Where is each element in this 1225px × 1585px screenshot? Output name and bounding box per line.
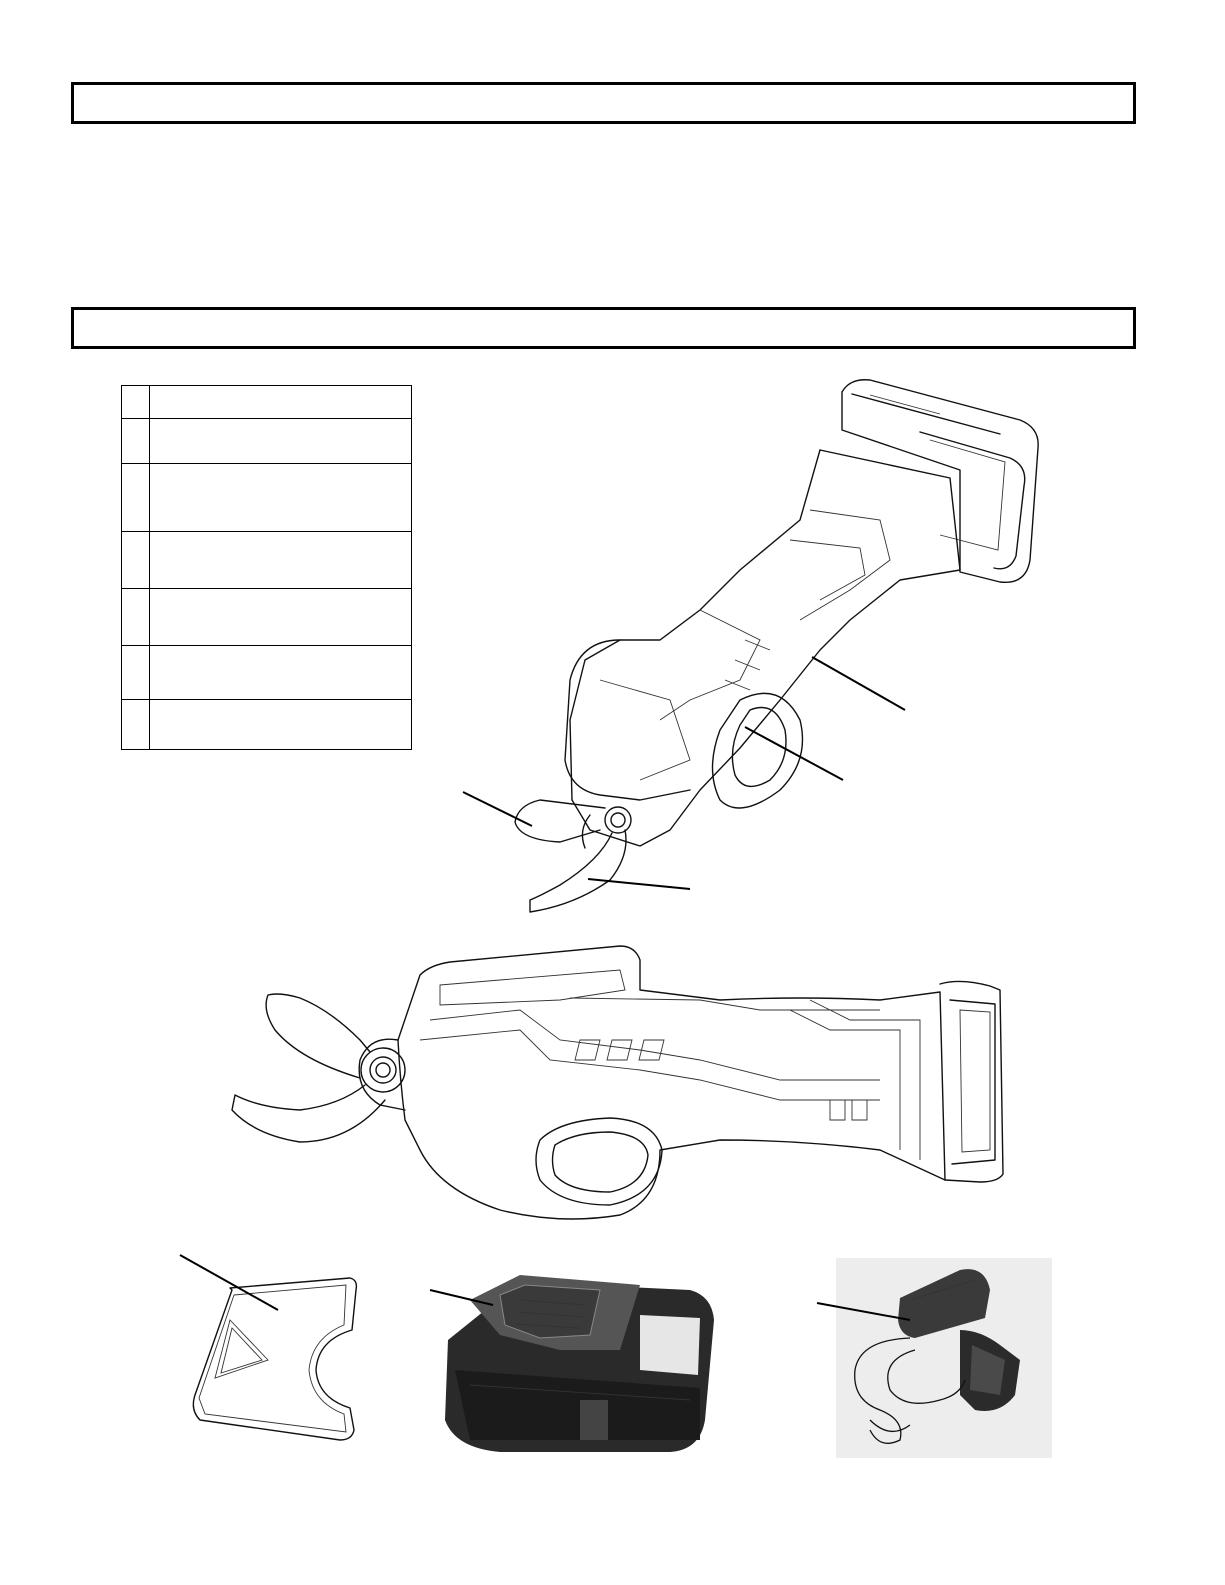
leader-line [812, 657, 905, 710]
battery-photo [445, 1275, 714, 1452]
charger-photo [836, 1258, 1052, 1458]
blade-cover-drawing [193, 1278, 356, 1440]
leader-line [180, 1255, 278, 1310]
pruner-angled-drawing [515, 380, 1038, 912]
pruner-side-drawing [232, 946, 1003, 1219]
